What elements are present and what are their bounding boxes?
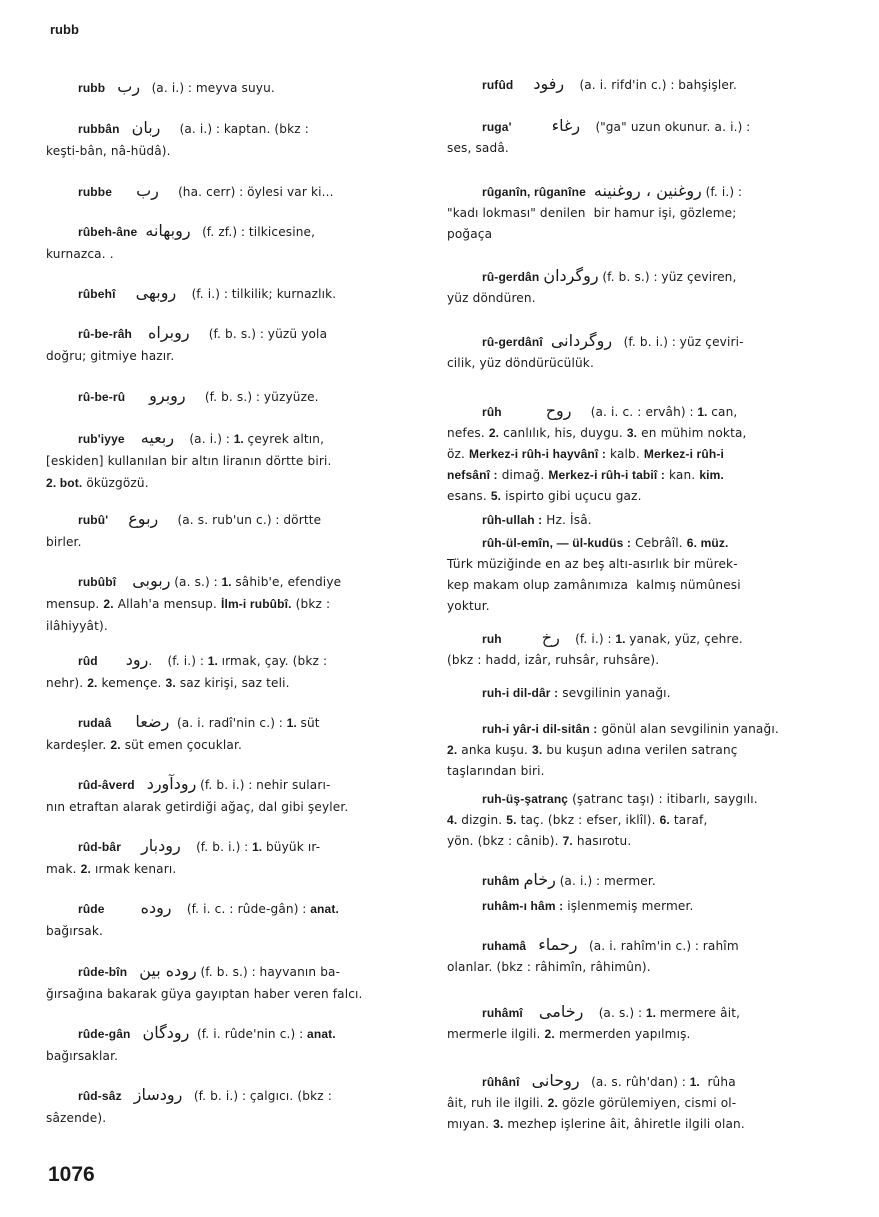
entry-continuation: [eskiden] kullanılan bir altın liranın dörtte biri. — [46, 454, 332, 468]
entry-headline: rû-gerdân روگردان (f. b. s.) : yüz çeviren, — [482, 266, 737, 285]
entry-continuation: nefes. 2. canlılık, his, duygu. 3. en mühim nokta, — [447, 426, 747, 440]
entry-continuation: 2. bot. öküzgözü. — [46, 476, 149, 490]
dictionary-entry — [46, 322, 327, 367]
entry-headline: ruga' رغاء ("ga" uzun okunur. a. i.) : — [482, 116, 751, 135]
entry-headline: rubbe رب (ha. cerr) : öylesi var ki... — [78, 181, 334, 200]
dictionary-entry — [447, 73, 737, 96]
dictionary-entry — [46, 508, 321, 553]
entry-continuation: nehr). 2. kemençe. 3. saz kirişi, saz teli. — [46, 676, 290, 690]
entry-headline: rûbehî روبهى (f. i.) : tilkilik; kurnazlık. — [78, 283, 337, 302]
entry-continuation: olanlar. (bkz : râhimîn, râhimûn). — [447, 960, 651, 974]
entry-continuation: yoktur. — [447, 599, 490, 613]
entry-continuation: mermerle ilgili. 2. mermerden yapılmış. — [447, 1027, 691, 1041]
entry-headline: ruh-i dil-dâr : sevgilinin yanağı. — [482, 686, 671, 700]
dictionary-entry — [46, 1084, 332, 1129]
entry-headline: rûd-âverd رودآورد (f. b. i.) : nehir suları- — [78, 774, 331, 793]
entry-headline: rudaâ رضعا (a. i. radî'nin c.) : 1. süt — [78, 712, 320, 731]
page-number: 1076 — [48, 1163, 95, 1186]
dictionary-entry — [447, 719, 779, 782]
entry-headline: ruhamâ رحماء (a. i. rahîm'in c.) : rahîm — [482, 935, 739, 954]
dictionary-entry — [447, 683, 671, 704]
entry-continuation: doğru; gitmiye hazır. — [46, 349, 175, 363]
dictionary-entry — [46, 220, 315, 265]
entry-headline: rûde-bîn روده بين (f. b. s.) : hayvanın ba- — [78, 961, 341, 980]
entry-headline: rûh-ullah : Hz. İsâ. — [482, 513, 592, 527]
entry-headline: rubb رب (a. i.) : meyva suyu. — [78, 77, 275, 96]
entry-headline: rûganîn, rûganîne روغنين ، روغنينه (f. i.) : — [482, 181, 742, 200]
entry-headline: rûd-bâr رودبار (f. b. i.) : 1. büyük ır- — [78, 836, 321, 855]
dictionary-entry — [46, 427, 331, 494]
dictionary-entry — [447, 533, 741, 617]
entry-continuation: öz. Merkez-i rûh-i hayvânî : kalb. Merkez-i rûh-i — [447, 447, 724, 461]
entry-headline: rûd-sâz رودساز (f. b. i.) : çalgıcı. (bkz : — [78, 1085, 332, 1104]
dictionary-entry — [447, 789, 758, 852]
entry-continuation: mıyan. 3. mezhep işlerine âit, âhiretle ilgili olan. — [447, 1117, 745, 1131]
entry-headline: rû-be-râh روبراه (f. b. s.) : yüzü yola — [78, 323, 328, 342]
entry-headline: rufûd رفود (a. i. rifd'in c.) : bahşişler. — [482, 74, 737, 93]
dictionary-entry — [46, 76, 275, 99]
dictionary-entry — [46, 835, 320, 880]
dictionary-entry — [46, 711, 320, 756]
dictionary-entry — [447, 869, 656, 892]
entry-continuation: ğırsağına bakarak güya gayıptan haber veren falcı. — [46, 987, 363, 1001]
dictionary-entry — [447, 330, 744, 374]
entry-continuation: bağırsak. — [46, 924, 104, 938]
entry-headline: ruh-i yâr-i dil-sitân : gönül alan sevgilinin yanağı. — [482, 722, 779, 736]
entry-continuation: poğaça — [447, 227, 493, 241]
dictionary-entry — [447, 510, 592, 531]
entry-headline: rûd رود. (f. i.) : 1. ırmak, çay. (bkz : — [78, 650, 328, 669]
dictionary-entry — [447, 627, 743, 671]
entry-continuation: 2. anka kuşu. 3. bu kuşun adına verilen satranç — [447, 743, 738, 757]
dictionary-entry — [46, 1022, 336, 1067]
entry-continuation: yön. (bkz : cânib). 7. hasırotu. — [447, 834, 632, 848]
entry-headline: rub'iyye ربعيه (a. i.) : 1. çeyrek altın, — [78, 428, 325, 447]
entry-headline: rubbân ربان (a. i.) : kaptan. (bkz : — [78, 118, 309, 137]
entry-headline: rûde-gân رودگان (f. i. rûde'nin c.) : anat. — [78, 1023, 336, 1042]
dictionary-entry — [447, 1001, 740, 1045]
entry-headline: ruhâmî رخامى (a. s.) : 1. mermere âit, — [482, 1002, 741, 1021]
entry-continuation: sâzende). — [46, 1111, 107, 1125]
dictionary-entry — [46, 649, 327, 694]
dictionary-entry — [447, 1070, 745, 1135]
dictionary-entry — [46, 180, 334, 203]
entry-continuation: ilâhiyyât). — [46, 619, 108, 633]
entry-headline: rûh-ül-emîn, — ül-kudüs : Cebrâîl. 6. müz. — [482, 536, 729, 550]
entry-continuation: "kadı lokması" denilen bir hamur işi, gözleme; — [447, 206, 737, 220]
entry-continuation: kurnazca. . — [46, 247, 114, 261]
entry-continuation: kep makam olup zamânımıza kalmış nümûnesi — [447, 578, 741, 592]
entry-headline: ruh رخ (f. i.) : 1. yanak, yüz, çehre. — [482, 628, 743, 647]
dictionary-entry — [46, 385, 319, 408]
dictionary-entry — [447, 180, 742, 245]
entry-headline: rûbeh-âne روبهانه (f. zf.) : tilkicesine, — [78, 221, 316, 240]
entry-headline: rû-gerdânî روگردانى (f. b. i.) : yüz çeviri- — [482, 331, 744, 350]
entry-continuation: taşlarından biri. — [447, 764, 545, 778]
entry-continuation: (bkz : hadd, izâr, ruhsâr, ruhsâre). — [447, 653, 660, 667]
dictionary-entry — [46, 282, 336, 305]
dictionary-entry — [447, 400, 747, 507]
entry-headline: ruhâm-ı hâm : işlenmemiş mermer. — [482, 899, 694, 913]
entry-headline: rû-be-rû روبرو (f. b. s.) : yüzyüze. — [78, 386, 319, 405]
entry-continuation: birler. — [46, 535, 82, 549]
entry-continuation: keşti-bân, nâ-hüdâ). — [46, 144, 171, 158]
dictionary-entry — [46, 570, 341, 637]
entry-continuation: ses, sadâ. — [447, 141, 509, 155]
dictionary-entry — [447, 934, 739, 978]
entry-headline: rûde روده (f. i. c. : rûde-gân) : anat. — [78, 898, 339, 917]
entry-continuation: yüz döndüren. — [447, 291, 536, 305]
entry-headline: rûhânî روحانى (a. s. rûh'dan) : 1. rûha — [482, 1071, 736, 1090]
dictionary-entry — [46, 897, 339, 942]
entry-headline: ruhâm رخام (a. i.) : mermer. — [482, 870, 656, 889]
running-head: rubb — [50, 22, 79, 37]
entry-headline: rubû' ربوع (a. s. rub'un c.) : dörtte — [78, 509, 322, 528]
entry-continuation: nefsânî : dimağ. Merkez-i rûh-i tabiî : kan. kim. — [447, 468, 724, 482]
dictionary-entry — [46, 117, 309, 162]
entry-continuation: 4. dizgin. 5. taç. (bkz : efser, iklîl). 6. taraf, — [447, 813, 708, 827]
entry-continuation: nın etraftan alarak getirdiği ağaç, dal gibi şeyler. — [46, 800, 349, 814]
entry-continuation: cilik, yüz döndürücülük. — [447, 356, 594, 370]
entry-continuation: âit, ruh ile ilgili. 2. gözle görülemiyen, cismi ol- — [447, 1096, 737, 1110]
entry-continuation: mak. 2. ırmak kenarı. — [46, 862, 177, 876]
entry-continuation: kardeşler. 2. süt emen çocuklar. — [46, 738, 242, 752]
dictionary-entry — [447, 115, 750, 159]
entry-continuation: mensup. 2. Allah'a mensup. İlm-i rubûbî. (bkz : — [46, 597, 331, 611]
entry-headline: rubûbî ربوبى (a. s.) : 1. sâhib'e, efendiye — [78, 571, 342, 590]
entry-continuation: esans. 5. ispirto gibi uçucu gaz. — [447, 489, 642, 503]
entry-headline: rûh روح (a. i. c. : ervâh) : 1. can, — [482, 401, 738, 420]
dictionary-entry — [447, 896, 694, 917]
entry-continuation: Türk müziğinde en az beş altı-asırlık bir mürek- — [447, 557, 738, 571]
dictionary-entry — [447, 265, 736, 309]
entry-continuation: bağırsaklar. — [46, 1049, 119, 1063]
dictionary-entry — [46, 960, 363, 1005]
entry-headline: ruh-üş-şatranç (şatranc taşı) : itibarlı, saygılı. — [482, 792, 758, 806]
dictionary-entry — [46, 773, 348, 818]
